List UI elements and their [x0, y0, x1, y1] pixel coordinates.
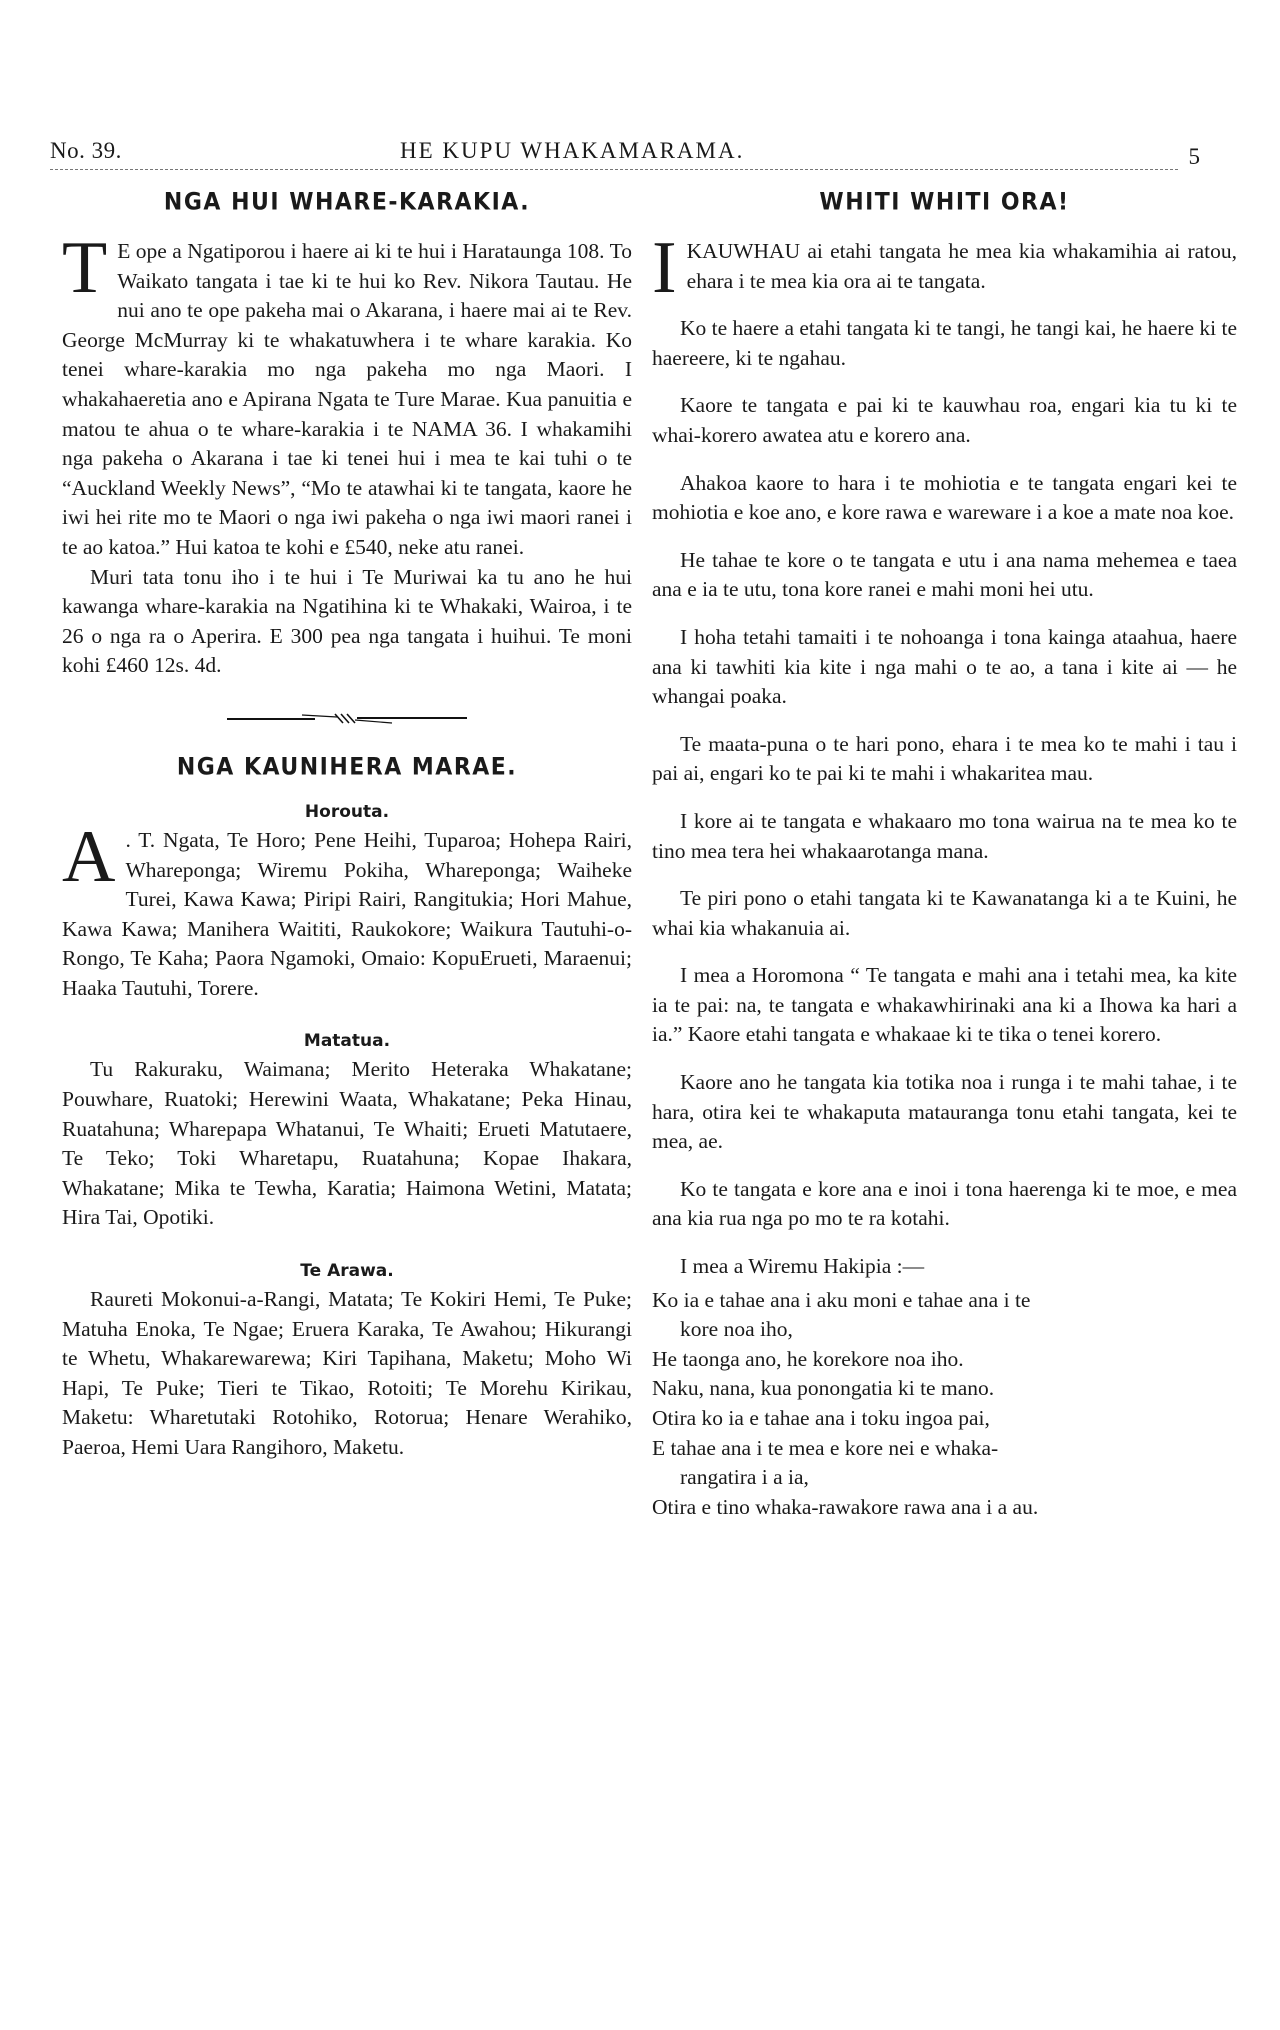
- paragraph-text: E ope a Ngatiporou i haere ai ki te hui i Harataunga 108. To Waikato tangata i tae ki te hui ko Rev. Nikora Tautau. He nui ano te ope pakeha mai o Akarana, i haere mai ai te Rev. George McMurray ki te whakatuwhera i te whare karakia. Ko tenei whare-karakia mo nga pakeha mo nga Maori. I whakahaeretia ano e Apirana Ngata te Ture Marae. Kua panuitia e matou te ahua o te whare-karakia i te NAMA 36. I whakamihi nga pakeha o Akarana i tae ki tenei hui i mea te kai tuhi o te “Auckland Weekly News”, “Mo te atawhai ki te tangata, kaore he iwi hei rite mo te Maori o nga iwi pakeha o nga iwi maori ranei i te ao katoa.” Hui katoa te kohi e £540, neke atu ranei.: [62, 239, 632, 559]
- article-nga-kaunihera-marae: [62, 755, 632, 1463]
- page-number: 5: [1188, 144, 1200, 169]
- article-heading: NGA HUI WHARE-KARAKIA.: [163, 189, 531, 216]
- member-list: Raureti Mokonui-a-Rangi, Matata; Te Kokiri Hemi, Te Puke; Matuha Enoka, Te Ngae; Eruera Karaka, Te Awahou; Hikurangi te Whetu, Whakarewarewa; Kiri Tapihana, Maketu; Moho Wi Hapi, Te Puke; Tieri te Tikao, Rotoiti; Te Morehu Kirikau, Maketu: Wharetutaki Rotohiko, Rotorua; Henare Werahiko, Paeroa, Hemi Uara Rangihoro, Maketu.: [62, 1287, 632, 1459]
- publication-title: HE KUPU WHAKAMARAMA.: [400, 138, 745, 163]
- section-divider-ornament-icon: [227, 711, 467, 725]
- section-title-horouta: Horouta.: [304, 801, 390, 822]
- verse-line: Otira ko ia e tahae ana i toku ingoa pai,: [652, 1406, 990, 1430]
- drop-cap: T: [62, 227, 108, 309]
- verse-block: [652, 1286, 1237, 1523]
- member-list: [62, 815, 632, 1004]
- header-rule: [50, 169, 1178, 170]
- left-column: [62, 190, 632, 1463]
- drop-cap: I: [652, 227, 677, 309]
- drop-cap: A: [62, 815, 116, 898]
- article-paragraph: [652, 227, 1237, 309]
- article-paragraph: I kore ai te tangata e whakaaro mo tona wairua na te mea ko te tino mea tera hei whakaarotanga mana.: [652, 808, 1237, 863]
- article-paragraph: Ko te haere a etahi tangata ki te tangi, he tangi kai, he haere ki te haereere, ki te ngahau.: [652, 316, 1237, 370]
- article-paragraph: He tahae te kore o te tangata e utu i ana nama mehemea e taea ana e ia te utu, tona kore ranei e mahi moni hei utu.: [652, 547, 1237, 602]
- article-heading: NGA KAUNIHERA MARAE.: [176, 753, 518, 781]
- paragraph-text: . T. Ngata, Te Horo; Pene Heihi, Tuparoa; Hohepa Rairi, Whareponga; Wiremu Pokiha, Whareponga; Waiheke Turei, Kawa Kawa; Piripi Rairi, Rangitukia; Hori Mahue, Kawa Kawa; Manihera Waititi, Raukokore; Waikura Tautuhi-o-Rongo, Te Kaha; Paora Ngamoki, Omaio: KopuErueti, Maraenui; Haaka Tautuhi, Torere.: [62, 827, 632, 1000]
- article-paragraph: Ahakoa kaore to hara i te mohiotia e te tangata engari kei te mohiotia e koe ano, e kore rawa e wareware i a koe a mate noa koe.: [652, 470, 1237, 525]
- verse-line: E tahae ana i te mea e kore nei e whaka-: [652, 1435, 999, 1460]
- paragraph-text: KAUWHAU ai etahi tangata he mea kia whakamihia ai ratou, ehara i te mea kia ora ai te tangata.: [686, 239, 1237, 293]
- right-column: [652, 190, 1237, 1522]
- verse-line: Ko ia e tahae ana i aku moni e tahae ana i te: [652, 1287, 1031, 1312]
- article-paragraph: Ko te tangata e kore ana e inoi i tona haerenga ki te moe, e mea ana kia rua nga po mo te ra kotahi.: [652, 1176, 1237, 1231]
- article-paragraph: Te maata-puna o te hari pono, ehara i te mea ko te mahi i tau i pai ai, engari ko te pai ki te mahi i whakaritea mau.: [652, 731, 1237, 786]
- verse-line: Otira e tino whaka-rawakore rawa ana i a au.: [652, 1494, 1039, 1519]
- article-heading: WHITI WHITI ORA!: [819, 189, 1070, 216]
- running-head: [50, 138, 1200, 172]
- article-paragraph: Muri tata tonu iho i te hui i Te Muriwai ka tu ano he hui kawanga whare-karakia na Ngatihina ki te Whakaki, Wairoa, i te 26 o nga ra o Aperira. E 300 pea nga tangata i huihui. Te moni kohi £460 12s. 4d.: [62, 564, 632, 678]
- issue-number: No. 39.: [50, 138, 122, 163]
- section-title-te-arawa: Te Arawa.: [300, 1261, 394, 1282]
- verse-line-continuation: rangatira i a ia,: [680, 1465, 809, 1490]
- article-paragraph: Kaore ano he tangata kia totika noa i runga i te mahi tahae, i te hara, otira kei te whakaputa matauranga tonu etahi tangata, kei te mea, ae.: [652, 1070, 1237, 1154]
- section-title-matatua: Matatua.: [303, 1031, 391, 1052]
- article-paragraph: I mea a Horomona “ Te tangata e mahi ana i tetahi mea, ka kite ia te pai: na, te tangata e whakawhirinaki ana ki a Ihowa ka hari a ia.” Kaore etahi tangata e whakaae ki te tika o tenei korero.: [652, 963, 1237, 1047]
- verse-line: Naku, nana, kua ponongatia ki te mano.: [652, 1376, 995, 1401]
- article-paragraph: Kaore te tangata e pai ki te kauwhau roa, engari kia tu ki te whai-korero awatea atu e korero ana.: [652, 393, 1237, 447]
- verse-line: He taonga ano, he korekore noa iho.: [652, 1346, 964, 1371]
- article-paragraph: I hoha tetahi tamaiti i te nohoanga i tona kainga ataahua, haere ana ki tawhiti kia kite i nga mahi o te ao, a tana i kite ai — he whangai poaka.: [652, 624, 1237, 709]
- article-paragraph: [62, 227, 632, 563]
- quote-attribution: I mea a Wiremu Hakipia :—: [680, 1254, 925, 1279]
- verse-line-continuation: kore noa iho,: [680, 1317, 793, 1342]
- article-paragraph: Te piri pono o etahi tangata ki te Kawanatanga ki a te Kuini, he whai kia whakanuia ai.: [652, 886, 1237, 940]
- article-nga-hui-whare-karakia: [62, 190, 632, 681]
- member-list: Tu Rakuraku, Waimana; Merito Heteraka Whakatane; Pouwhare, Ruatoki; Herewini Waata, Whakatane; Peka Hinau, Ruatahuna; Wharepapa Whatanui, Te Whaiti; Erueti Matutaere, Te Teko; Toki Wharetapu, Ruatahuna; Kopae Ihakara, Whakatane; Mika te Tewha, Karatia; Haimona Wetini, Matata; Hira Tai, Opotiki.: [62, 1057, 632, 1230]
